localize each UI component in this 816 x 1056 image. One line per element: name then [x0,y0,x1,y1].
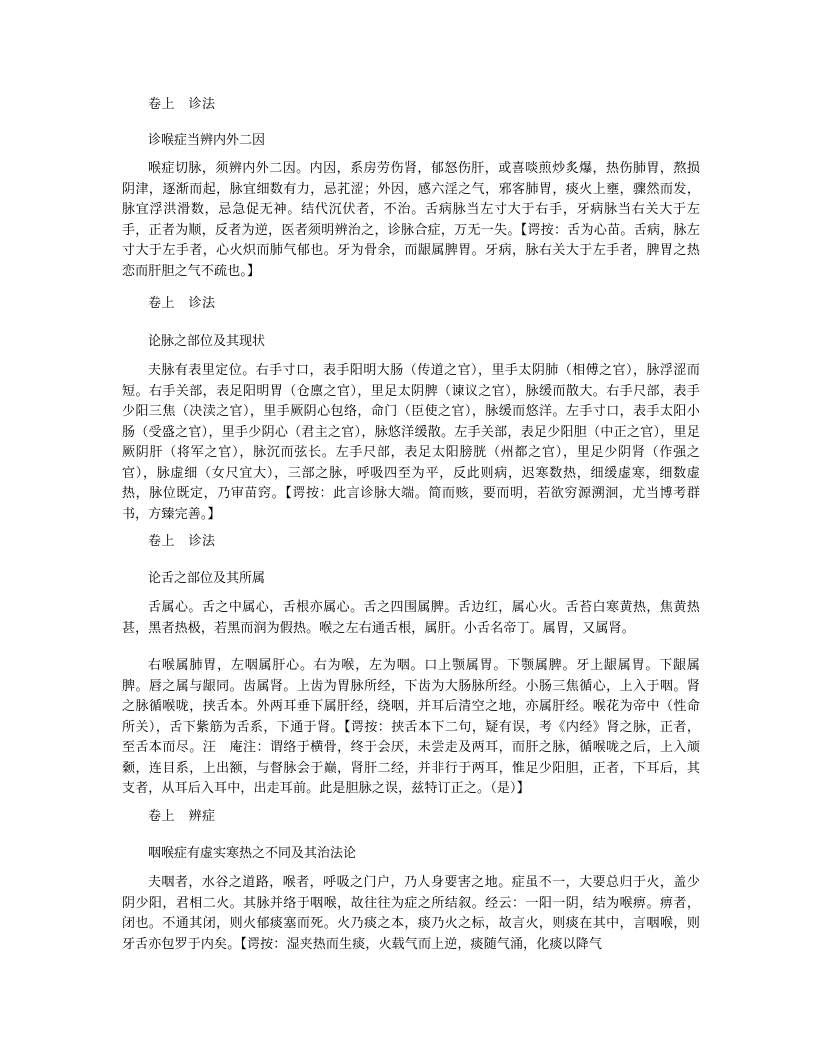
section-4-volume-label: 卷上 辨症 [148,809,216,824]
section-4-paragraph-1: 夫咽者，水谷之道路，喉者，呼吸之门户，乃人身要害之地。症虽不一，大要总归于火，盖少阴少阳，君相二火。其脉并络于咽喉，故往往为症之所结叙。经云：一阳一阴，结为喉痹。痹者，闭也。不通其闭，则火郁痰塞而死。火乃痰之本，痰乃火之标，故言火，则痰在其中，言咽喉，则牙舌亦包罗于内矣。【谔按：湿夹热而生痰，火载气而上逆，痰随气涌，化痰以降气 [122,875,700,952]
section-1-volume-label: 卷上 诊法 [148,97,216,112]
section-1-paragraph-1: 喉症切脉，须辨内外二因。内因，系房劳伤肾，郁怒伤肝，或喜啖煎炒炙爆，热伤肺胃，熬损阴津，逐渐而起，脉宜细数有力，忌芤涩；外因，感六淫之气，邪客肺胃，痰火上壅，骤然而发，脉宜浮洪滑数，忌急促无神。结代沉伏者，不治。舌病脉当左寸大于右手，牙病脉当右关大于左手，正者为顺，反者为逆，医者须明辨治之，诊脉合症，万无一失。【谔按：舌为心苗。舌病，脉左寸大于左手者，心火炽而肺气郁也。牙为骨余，而龈属脾胃。牙病，脉右关大于左手者，脾胃之热恋而肝胆之气不疏也。】 [122,161,700,279]
section-1-title: 诊喉症当辨内外二因 [148,133,266,148]
section-2-paragraph-1: 夫脉有表里定位。右手寸口，表手阳明大肠（传道之官），里手太阴肺（相傅之官），脉浮涩而短。右手关部，表足阳明胃（仓廪之官），里足太阴脾（谏议之官），脉缓而散大。右手尺部，表手少阳三焦（决渎之官），里手厥阴心包络，命门（臣使之官），脉缓而悠洋。左手寸口，表手太阳小肠（受盛之官），里手少阴心（君主之官），脉悠洋缓散。左手关部，表足少阳胆（中正之官），里足厥阴肝（将军之官），脉沉而弦长。左手尺部，表足太阳膀胱（州都之官），里足少阴肾（作强之官），脉虚细（女尺宜大），三部之脉，呼吸四至为平，反此则病，迟寒数热，细缓虚寒，细数虚热，脉位既定，乃审苗窍。【谔按：此言诊脉大端。简而赅，要而明，若欲穷源溯洄，尤当博考群书，方臻完善。】 [122,363,700,522]
section-3-volume-label: 卷上 诊法 [148,534,216,549]
section-3-paragraph-1: 舌属心。舌之中属心，舌根亦属心。舌之四围属脾。舌边红，属心火。舌苔白寒黄热，焦黄热甚，黑者热极，若黑而润为假热。喉之左右通舌根，属肝。小舌名帝丁。属胃，又属肾。 [122,600,700,636]
section-3-paragraph-2: 右喉属肺胃，左咽属肝心。右为喉，左为咽。口上颚属胃。下颚属脾。牙上龈属胃。下龈属脾。唇之属与龈同。齿属肾。上齿为胃脉所经，下齿为大肠脉所经。小肠三焦循心，上入于咽。肾之脉循喉咙，挟舌本。外两耳垂下属肝经，绕咽，并耳后清空之地，亦属肝经。喉花为帝中（性命所关），舌下紫筋为舌系，下通于肾。【谔按：挟舌本下二句，疑有误，考《内经》肾之脉，正者，至舌本而尽。汪 庵注：谓络于横骨，终于会厌，未尝走及两耳，而肝之脉，循喉咙之后，上入颃颡，连目系，上出额，与督脉会于巅，肾肝二经，并非行于两耳，惟足少阳胆，正者，下耳后，其支者，从耳后入耳中，出走耳前。此是胆脉之误，兹特订正之。（是）】 [122,658,700,796]
section-2-volume-label: 卷上 诊法 [148,296,216,311]
section-3-title: 论舌之部位及其所属 [148,571,266,586]
section-4-title: 咽喉症有虚实寒热之不同及其治法论 [148,846,357,861]
section-2-title: 论脉之部位及其现状 [148,334,266,349]
